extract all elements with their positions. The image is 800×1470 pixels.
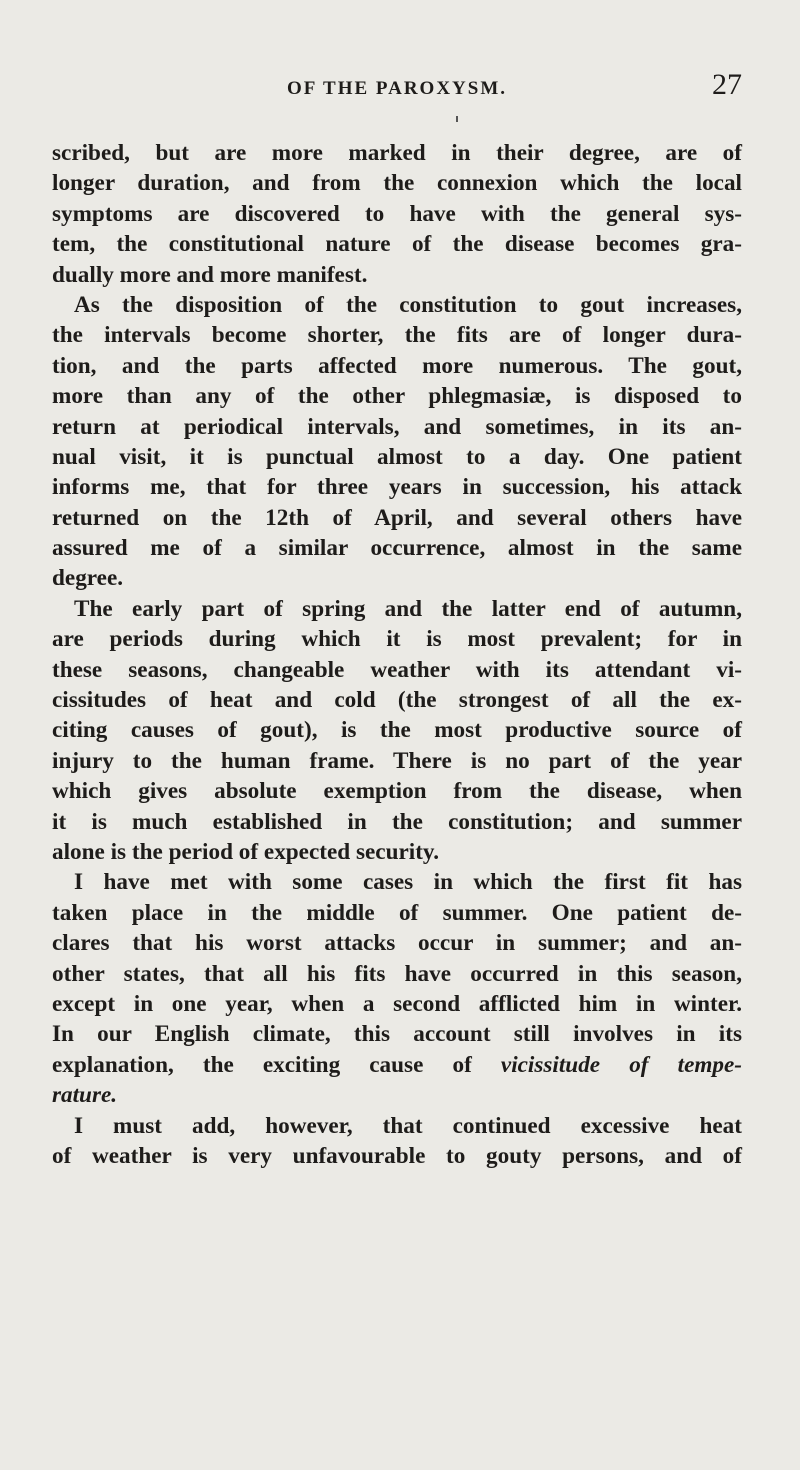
text-line: dually more and more manifest.	[52, 261, 368, 288]
text-line: The early part of spring and the latter end of autumn,	[74, 595, 742, 622]
ink-speck	[456, 116, 458, 122]
text-line: informs me, that for three years in succession, his attack	[52, 474, 742, 501]
text-line: the intervals become shorter, the fits are of longer dura-	[52, 322, 742, 349]
text-line: nual visit, it is punctual almost to a day. One patient	[52, 443, 742, 470]
body-text	[52, 138, 742, 1171]
text-line: except in one year, when a second afflicted him in winter.	[52, 990, 742, 1017]
text-line: alone is the period of expected security.	[52, 838, 440, 865]
text-line: symptoms are discovered to have with the general sys-	[52, 200, 742, 227]
text-line: of weather is very unfavourable to gouty persons, and of	[52, 1142, 742, 1169]
text-line: taken place in the middle of summer. One patient de-	[52, 899, 742, 926]
text-line: scribed, but are more marked in their degree, are of	[52, 140, 742, 166]
text-line: it is much established in the constitution; and summer	[52, 808, 742, 835]
text-line: which gives absolute exemption from the disease, when	[52, 778, 742, 805]
text-line: other states, that all his fits have occurred in this season,	[52, 960, 742, 987]
italic-phrase: vicissitude of tempe-	[500, 1051, 742, 1078]
text-line: longer duration, and from the connexion which the local	[52, 170, 742, 197]
text-line: tem, the constitutional nature of the disease becomes gra-	[52, 231, 742, 258]
text-line: are periods during which it is most prevalent; for in	[52, 626, 742, 653]
text-line: injury to the human frame. There is no part of the year	[52, 747, 742, 774]
text-line: citing causes of gout), is the most productive source of	[52, 717, 742, 744]
page-header	[52, 68, 742, 112]
text-line: As the disposition of the constitution to gout increases,	[74, 291, 742, 318]
text-line: In our English climate, this account still involves in its	[52, 1021, 742, 1048]
text-line-mixed	[52, 1050, 742, 1080]
text-line: cissitudes of heat and cold (the strongest of all the ex-	[52, 687, 742, 714]
text-line: I must add, however, that continued excessive heat	[74, 1112, 742, 1139]
text-segment: explanation, the exciting cause of	[52, 1051, 472, 1078]
text-line: return at periodical intervals, and sometimes, in its an-	[52, 413, 742, 440]
text-line: clares that his worst attacks occur in summer; and an-	[52, 930, 742, 957]
text-line: degree.	[52, 565, 124, 592]
text-line: tion, and the parts affected more numerous. The gout,	[52, 352, 742, 379]
text-line: more than any of the other phlegmasiæ, is disposed to	[52, 383, 742, 410]
text-line: rature.	[52, 1082, 118, 1109]
running-head: OF THE PAROXYSM.	[286, 78, 508, 99]
text-line: returned on the 12th of April, and several others have	[52, 504, 742, 531]
text-line: assured me of a similar occurrence, almost in the same	[52, 535, 742, 562]
text-line: these seasons, changeable weather with its attendant vi-	[52, 656, 742, 683]
page-number: 27	[712, 68, 742, 101]
text-line: I have met with some cases in which the first fit has	[74, 869, 742, 896]
